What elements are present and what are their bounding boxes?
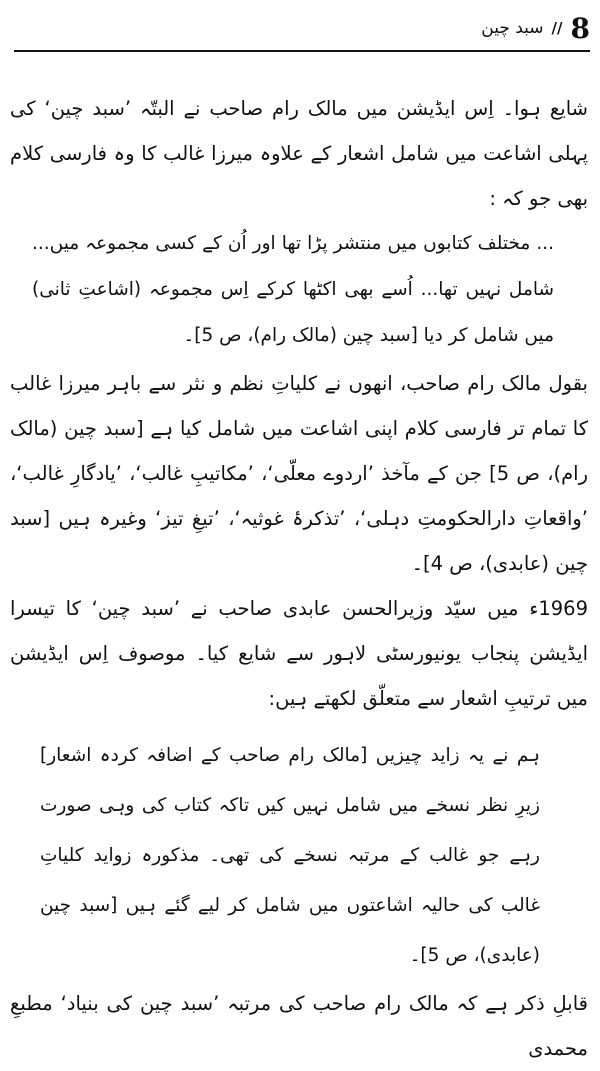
paragraph-1: شایع ہوا۔ اِس ایڈیشن میں مالک رام صاحب نے البتّہ ’سبد چین‘ کی پہلی اشاعت میں شامل اشعار کے علاوہ میرزا غالب کا وہ فارسی کلام بھی جو کہ :: [10, 97, 588, 210]
block-quote-1: ... مختلف کتابوں میں منتشر پڑا تھا اور اُن کے کسی مجموعہ میں... شامل نہیں تھا... اُسے بھی اکٹھا کرکے اِس مجموعہ (اشاعتِ ثانی) میں شامل کر دیا [سبد چین (مالک رام)، ص 5]۔: [32, 233, 554, 346]
header-separator: //: [551, 19, 563, 37]
block-quote-2: ہم نے یہ زاید چیزیں [مالک رام صاحب کے اضافہ کردہ اشعار] زیرِ نظر نسخے میں شامل نہیں کیں تاکہ کتاب کی وہی صورت رہے جو غالب کے مرتبہ نسخے کی تھی۔ مذکورہ زواید کلیاتِ غالب کی حالیہ اشاعتوں میں شامل کر لیے گئے ہیں [سبد چین (عابدی)، ص 5]۔: [40, 745, 540, 966]
page-header: [14, 6, 590, 52]
paragraph-2: بقول مالک رام صاحب، انھوں نے کلیاتِ نظم و نثر سے باہر میرزا غالب کا تمام تر فارسی کلام اپنی اشاعت میں شامل کیا ہے [سبد چین (مالک رام)، ص 5] جن کے مآخذ ’اردوے معلّی‘، ’مکاتیبِ غالب‘، ’یادگارِ غالب‘، ’واقعاتِ دارالحکومتِ دہلی‘، ’تذکرۂ غوثیہ‘، ’تیغِ تیز‘ وغیرہ ہیں [سبد چین (عابدی)، ص 4]۔: [10, 372, 589, 575]
paragraph-4: قابلِ ذکر ہے کہ مالک رام صاحب کی مرتبہ ’سبد چین کی بنیاد‘ مطبعِ محمدی: [10, 992, 588, 1060]
running-title: سبد چین: [481, 18, 544, 38]
paragraph-3: 1969ء میں سیّد وزیرالحسن عابدی صاحب نے ’سبد چین‘ کا تیسرا ایڈیشن پنجاب یونیورسٹی لاہور سے شایع کیا۔ موصوف اِس ایڈیشن میں ترتیبِ اشعار سے متعلّق لکھتے ہیں:: [10, 597, 588, 710]
page-body: [10, 86, 589, 1060]
page-number: 8: [570, 11, 590, 45]
